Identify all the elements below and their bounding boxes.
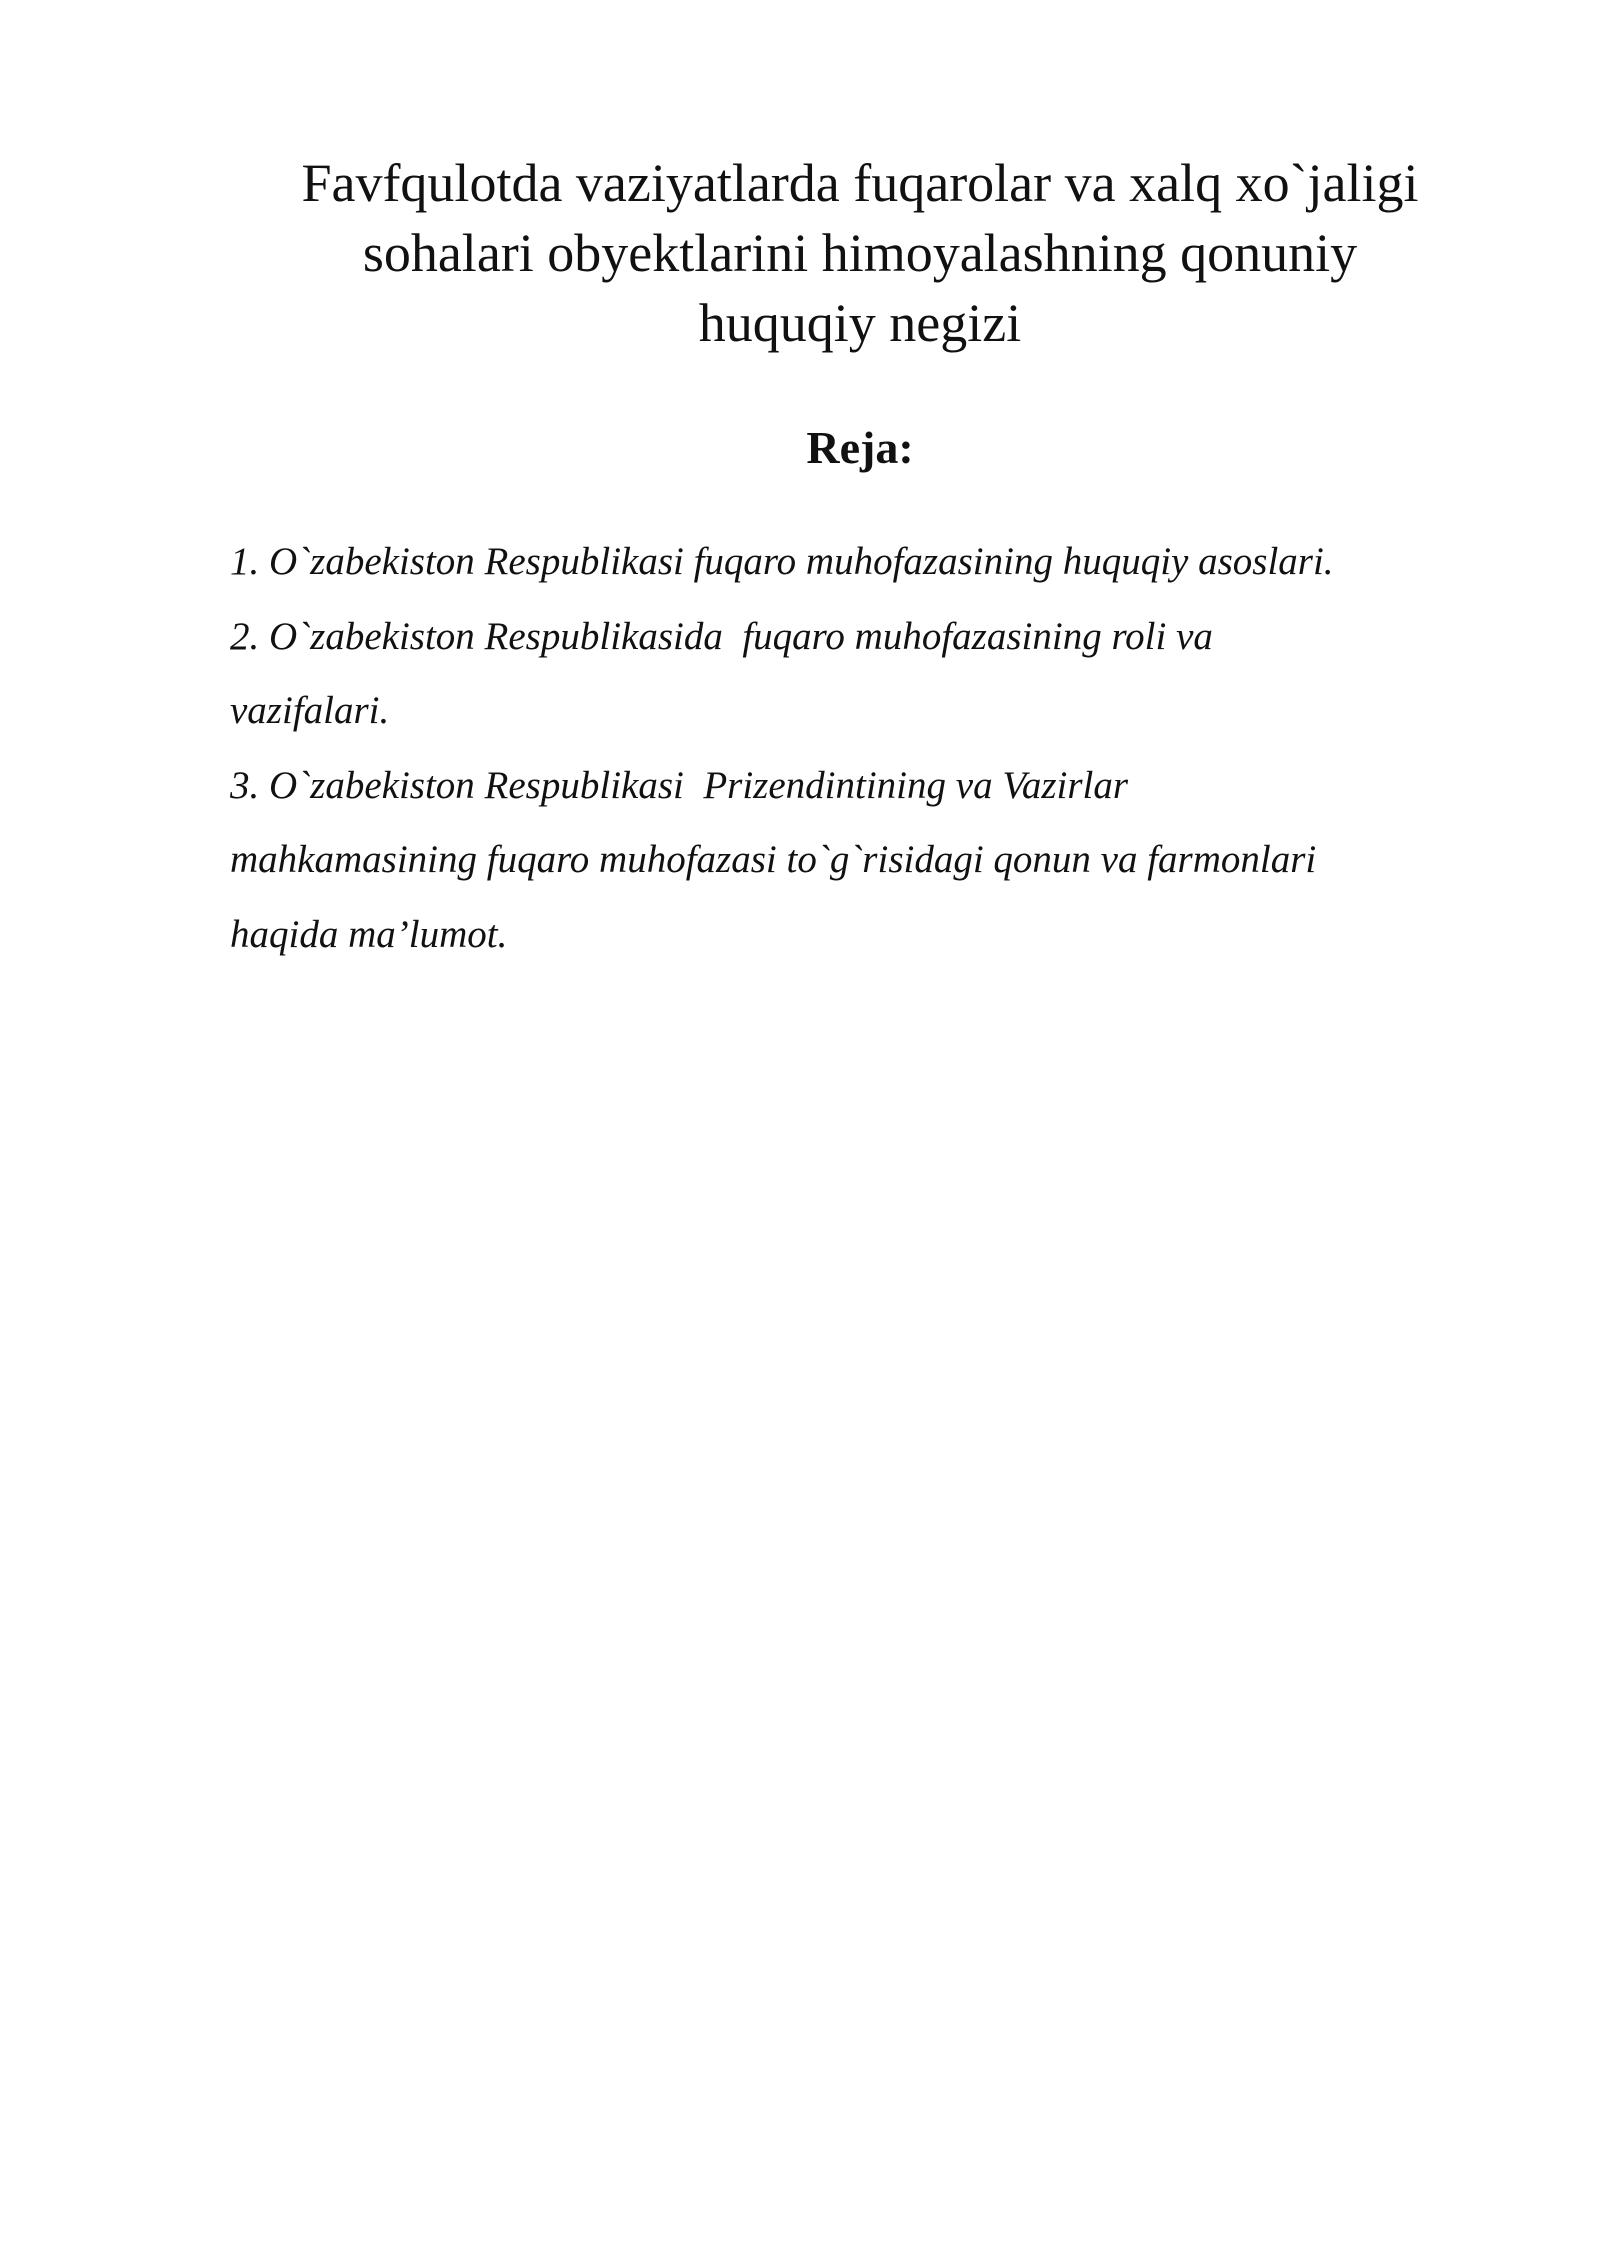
plan-item: [230, 749, 1530, 973]
document-title: [230, 148, 1490, 358]
plan-item-line: 2. O`zabekiston Respublikasida fuqaro muhofazasining roli va: [230, 614, 1213, 658]
plan-item-line: 1. O`zabekiston Respublikasi fuqaro muhofazasining huquqiy asoslari.: [230, 540, 1334, 583]
plan-item: [230, 600, 1530, 749]
title-line: Favfqulotda vaziyatlarda fuqarolar va xalq xo`jaligi: [301, 153, 1419, 213]
plan-item: [230, 525, 1530, 600]
plan-list: [230, 525, 1530, 972]
plan-item-line: 3. O`zabekiston Respublikasi Prizendintining va Vazirlar: [230, 763, 1129, 807]
plan-item-line: mahkamasining fuqaro muhofazasi to`g`risidagi qonun va farmonlari: [230, 838, 1317, 881]
plan-heading: Reja:: [806, 422, 914, 473]
plan-item-line: haqida ma’lumot.: [230, 912, 508, 956]
plan-item-line: vazifalari.: [230, 689, 390, 732]
title-line: sohalari obyektlarini himoyalashning qonuniy: [362, 223, 1358, 283]
title-line: huquqiy negizi: [698, 293, 1022, 353]
